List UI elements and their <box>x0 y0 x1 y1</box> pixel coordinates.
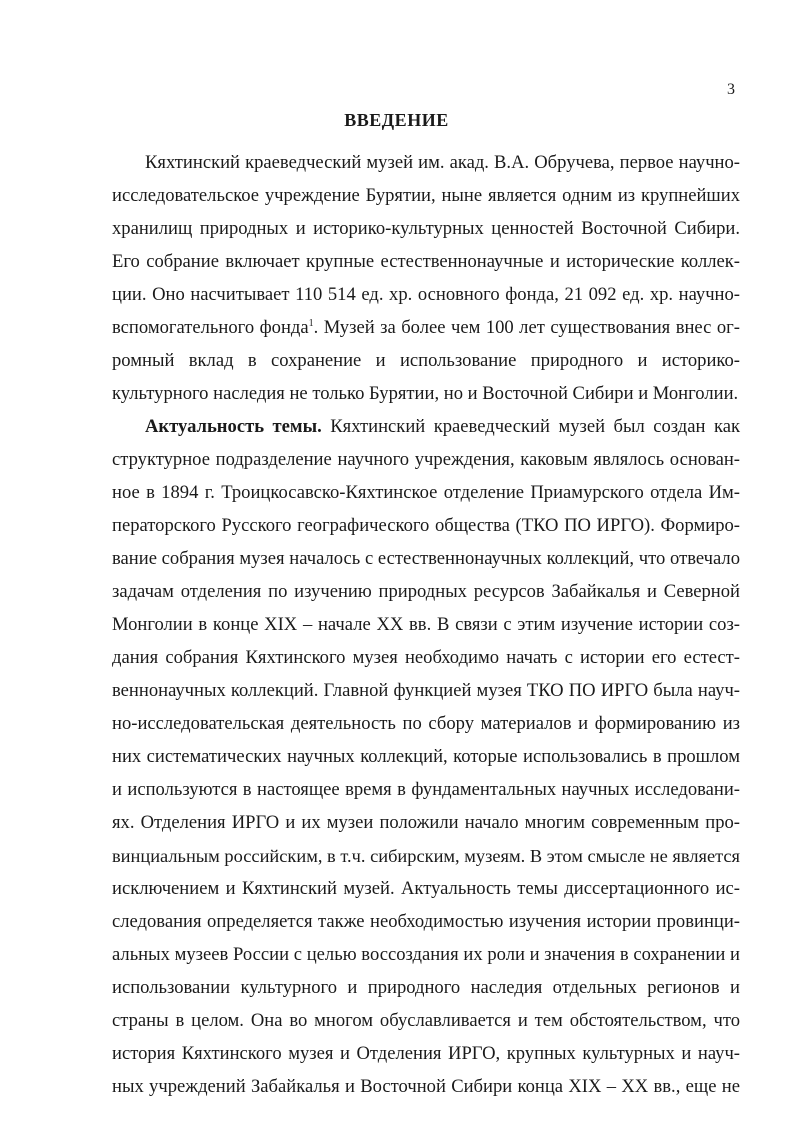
bold-lead: Актуальность темы. <box>145 416 322 437</box>
text-line: задачам отделения по изучению природных ресурсов Забайкалья и Северной <box>112 581 740 602</box>
text-line: ное в 1894 г. Троицкосавско-Кяхтинское отделение Приамурского отдела Им- <box>112 482 740 503</box>
text-line: альных музеев России с целью воссоздания их роли и значения в сохранении и <box>112 944 740 965</box>
page-number: 3 <box>727 81 735 98</box>
footnote-reference: 1 <box>308 317 314 329</box>
text-line: Его собрание включает крупные естественнонаучные и исторические коллек- <box>112 251 740 272</box>
text-line: ции. Оно насчитывает 110 514 ед. хр. основного фонда, 21 092 ед. хр. научно- <box>112 284 740 305</box>
text-line: исключением и Кяхтинский музей. Актуальность темы диссертационного ис- <box>112 878 740 899</box>
text-line: исследовательское учреждение Бурятии, ныне является одним из крупнейших <box>112 185 740 206</box>
text-line: ях. Отделения ИРГО и их музеи положили начало многим современным про- <box>112 812 740 833</box>
text-line <box>145 415 740 439</box>
text-line: следования определяется также необходимостью изучения истории провинци- <box>112 911 740 932</box>
text-fragment: вспомогательного фонда <box>112 317 309 338</box>
text-line: использовании культурного и природного наследия отдельных регионов и <box>112 977 740 998</box>
text-fragment: Кяхтинский краеведческий музей был создан как <box>321 416 740 437</box>
text-line: дания собрания Кяхтинского музея необходимо начать с истории его естест- <box>112 647 740 668</box>
text-line <box>112 316 740 340</box>
text-fragment: . Музей за более чем 100 лет существования внес ог- <box>313 317 740 338</box>
text-line: культурного наследия не только Бурятии, но и Восточной Сибири и Монголии. <box>112 383 739 404</box>
text-line: но-исследовательская деятельность по сбору материалов и формированию из <box>112 713 740 734</box>
text-line: веннонаучных коллекций. Главной функцией музея ТКО ПО ИРГО была науч- <box>112 680 740 701</box>
text-line: и используются в настоящее время в фундаментальных научных исследовани- <box>112 779 740 800</box>
text-line: структурное подразделение научного учреждения, каковым являлось основан- <box>112 449 740 470</box>
text-line: страны в целом. Она во многом обуславливается и тем обстоятельством, что <box>112 1010 740 1031</box>
text-line: ромный вклад в сохранение и использование природного и историко- <box>112 350 740 371</box>
text-line: хранилищ природных и историко-культурных ценностей Восточной Сибири. <box>112 218 740 239</box>
text-line: Кяхтинский краеведческий музей им. акад. В.А. Обручева, первое научно- <box>145 152 740 173</box>
text-line: Монголии в конце XIX – начале XX вв. В связи с этим изучение истории соз- <box>112 614 740 635</box>
section-title: ВВЕДЕНИЕ <box>344 110 449 130</box>
text-line: них систематических научных коллекций, которые использовались в прошлом <box>112 746 740 767</box>
text-line: ных учреждений Забайкалья и Восточной Сибири конца XIX – XX вв., еще не <box>112 1076 740 1097</box>
text-line: вание собрания музея началось с естественнонаучных коллекций, что отвечало <box>112 548 740 569</box>
text-line: история Кяхтинского музея и Отделения ИРГО, крупных культурных и науч- <box>112 1043 740 1064</box>
text-line: винциальным российским, в т.ч. сибирским, музеям. В этом смысле не является <box>112 846 740 866</box>
text-line: ператорского Русского географического общества (ТКО ПО ИРГО). Формиро- <box>112 515 740 536</box>
